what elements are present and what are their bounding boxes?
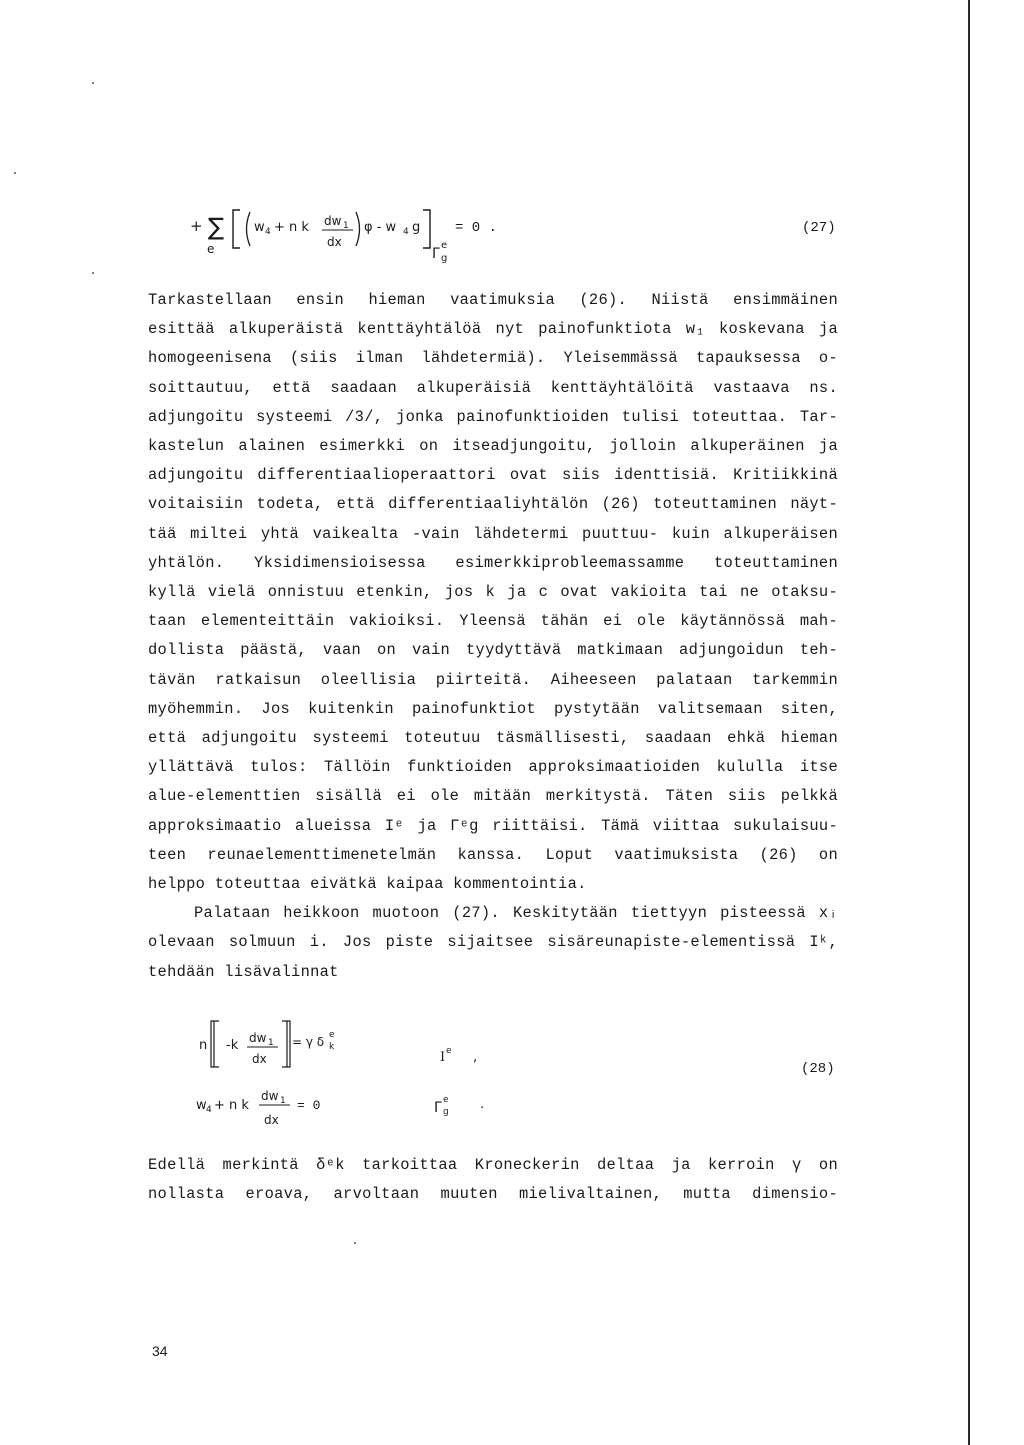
scan-edge-line <box>968 0 970 1445</box>
scan-speck <box>14 172 16 174</box>
eq27-plus: + <box>190 217 203 235</box>
text-line: helppo toteuttaa eivätkä kaipaa kommentointia. <box>148 875 587 894</box>
eq27-dw-sub: 1 <box>343 221 349 231</box>
eq28-dw2-sub: 1 <box>280 1096 286 1106</box>
text-line: yhtälön. Yksidimensioisessa esimerkkiprobleemassamme toteuttaminen <box>148 553 838 572</box>
eq27-w4-sub: 4 <box>265 227 271 237</box>
text-line: voitaisiin todeta, että differentiaaliyhtälön (26) toteuttaminen näyt- <box>148 495 838 514</box>
text-line: yllättävä tulos: Tällöin funktioiden approksimaatioiden kululla itse <box>148 758 838 777</box>
eq27-dx: dx <box>327 235 342 249</box>
eq28-delta-sub: k <box>329 1042 335 1052</box>
scan-speck <box>354 1242 356 1244</box>
page-number: 34 <box>152 1343 168 1359</box>
text-line: soittautuu, että saadaan alkuperäisiä kenttäyhtälöitä vastaava ns. <box>148 378 838 397</box>
text-line: dollista päästä, vaan on vain tyydyttävä matkimaan adjungoidun teh- <box>148 641 838 660</box>
eq27-dw: dw <box>324 214 342 228</box>
eq28-domain-gamma-sup: e <box>443 1095 449 1105</box>
eq27-outer-left-bracket <box>233 210 240 248</box>
text-line: alue-elementtien sisällä ei ole mitään merkitystä. Täten siis pelkkä <box>148 787 838 806</box>
eq28-dx: dx <box>252 1052 267 1066</box>
eq28-delta-sup: e <box>329 1030 335 1040</box>
eq28-dx2: dx <box>264 1113 279 1127</box>
equation-27 <box>190 198 520 268</box>
equation-28 <box>190 1015 530 1135</box>
text-line: Palataan heikkoon muotoon (27). Keskitytään tiettyyn pisteessä xᵢ <box>194 904 838 923</box>
eq27-inner-right-paren <box>356 212 360 246</box>
eq28-dw: dw <box>249 1031 267 1045</box>
text-line: tävän ratkaisun oleellisia piirteitä. Aiheeseen palataan tarkemmin <box>148 670 838 689</box>
text-line: adjungoitu differentiaalioperaattori ovat siis identtisiä. Kritiikkinä <box>148 466 838 485</box>
eq28-domain-i: I <box>440 1050 446 1065</box>
eq28-dw2: dw <box>261 1089 279 1103</box>
text-line: kyllä vielä onnistuu etenkin, jos k ja c ovat vakioita tai ne otaksu- <box>148 583 838 602</box>
eq28-w-sub: 4 <box>206 1105 212 1115</box>
text-line: tää miltei yhtä vaikealta -vain lähdetermi puuttuu- kuin alkuperäisen <box>148 524 838 543</box>
eq28-n: n <box>199 1038 208 1053</box>
text-line: että adjungoitu systeemi toteutuu täsmällisesti, saadaan ehkä hieman <box>148 729 838 748</box>
text-line: homogeenisena (siis ilman lähdetermiä). Yleisemmässä tapauksessa o- <box>148 349 838 368</box>
eq27-phi-part: φ - w <box>364 220 397 235</box>
paragraph-1 <box>148 286 838 987</box>
eq28-dot: . <box>480 1097 485 1112</box>
scan-speck <box>92 82 94 84</box>
eq28-domain-i-sup: e <box>446 1046 452 1056</box>
text-line: taan elementeittäin vakioiksi. Yleensä tähän ei ole käytännössä mah- <box>148 612 838 631</box>
text-line: teen reunaelementtimenetelmän kanssa. Loput vaatimuksista (26) on <box>148 845 838 864</box>
text-line: nollasta eroava, arvoltaan muuten mielivaltainen, mutta dimensio- <box>148 1185 838 1204</box>
eq28-plus-nk: + n k <box>214 1098 249 1113</box>
eq28-minus-k: -k <box>226 1038 239 1053</box>
eq27-gamma: Γ <box>432 246 440 262</box>
eq27-sum-index: e <box>207 242 215 256</box>
eq28-domain-gamma-sub: g <box>443 1107 449 1117</box>
eq27-gamma-sub: g <box>441 253 448 264</box>
eq28-dw-sub: 1 <box>268 1038 274 1048</box>
eq27-w4: w <box>254 220 265 235</box>
eq27-gamma-sup: e <box>441 240 448 251</box>
eq28-comma: , <box>473 1050 478 1065</box>
text-line: Tarkastellaan ensin hieman vaatimuksia (26). Niistä ensimmäinen <box>148 291 838 309</box>
eq27-w4-sub2: 4 <box>403 227 409 237</box>
eq28-domain-gamma: Γ <box>434 1100 442 1116</box>
eq27-equals: = 0 . <box>455 220 498 236</box>
equation-28-number: (28) <box>801 1061 835 1077</box>
eq28-equals-zero: = 0 <box>297 1098 321 1113</box>
text-line: Edellä merkintä δᵉk tarkoittaa Kroneckerin deltaa ja kerroin γ on <box>148 1156 838 1174</box>
text-line: adjungoitu systeemi /3/, jonka painofunktioiden tulisi toteuttaa. Tar- <box>148 407 838 426</box>
eq28-left-double-bracket <box>211 1021 219 1067</box>
text-line: approksimaatio alueissa Iᵉ ja Γᵉg riittäisi. Tämä viittaa sukulaisuu- <box>148 816 838 835</box>
eq27-g: g <box>412 220 421 235</box>
scan-speck <box>92 272 94 274</box>
eq28-right-double-bracket <box>282 1021 290 1067</box>
eq28-equals-gamma-delta: = γ δ <box>292 1035 325 1049</box>
eq27-outer-right-bracket <box>423 210 430 248</box>
paragraph-3 <box>148 1151 838 1209</box>
eq27-sigma: ∑ <box>208 213 225 241</box>
equation-27-number: (27) <box>802 220 836 236</box>
eq27-inner-left-paren <box>247 212 251 246</box>
text-line: esittää alkuperäistä kenttäyhtälöä nyt painofunktiota w₁ koskevana ja <box>148 320 838 339</box>
text-line: myöhemmin. Jos kuitenkin painofunktiot pystytään valitsemaan siten, <box>148 699 838 718</box>
eq27-plus-nk: + n k <box>274 220 309 235</box>
eq28-w: w <box>196 1098 207 1113</box>
text-line: tehdään lisävalinnat <box>148 962 339 981</box>
text-line: olevaan solmuun i. Jos piste sijaitsee sisäreunapiste-elementissä Iᵏ, <box>148 933 838 952</box>
text-line: kastelun alainen esimerkki on itseadjungoitu, jolloin alkuperäinen ja <box>148 437 838 456</box>
